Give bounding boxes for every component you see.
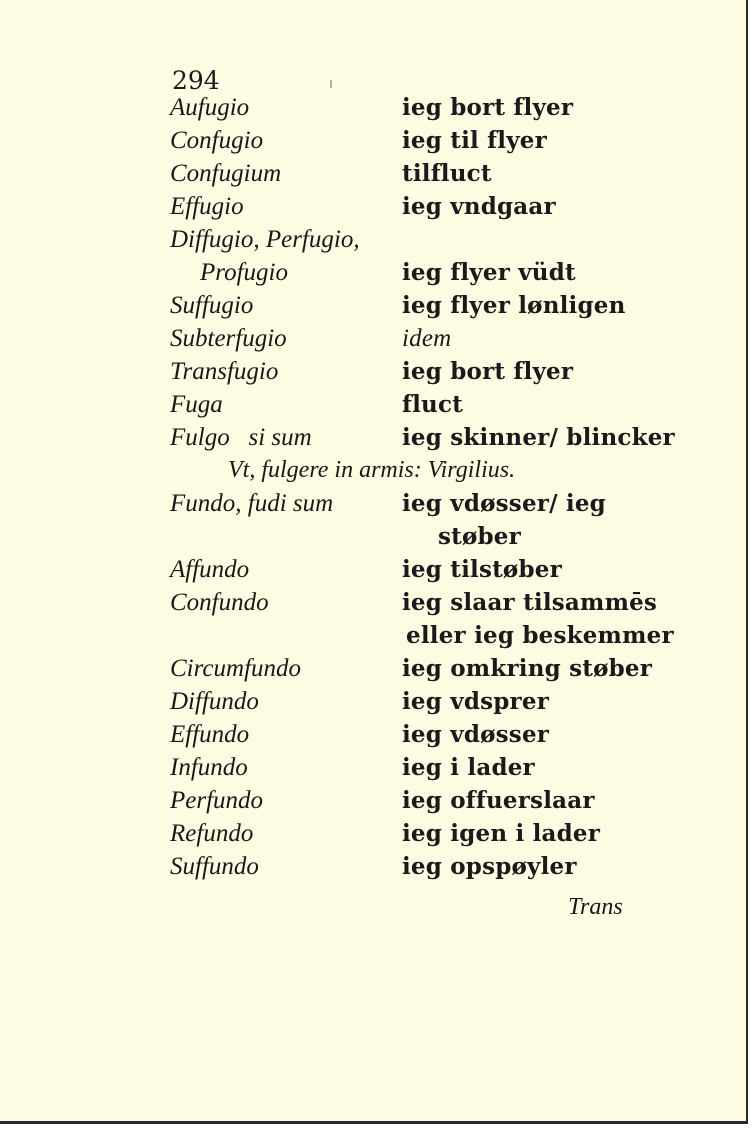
danish-translation: ieg slaar tilsammēs — [402, 589, 658, 616]
glossary-entry — [0, 224, 748, 257]
latin-term: Fulgo si sum — [170, 424, 312, 451]
glossary-entry — [0, 290, 748, 323]
latin-term: Aufugio — [170, 94, 250, 121]
print-mark — [330, 80, 332, 88]
latin-term: Perfundo — [170, 787, 264, 814]
danish-translation: ieg vdøsser — [402, 721, 550, 748]
latin-term: Suffugio — [170, 292, 254, 319]
danish-translation: ieg bort flyer — [402, 358, 574, 385]
danish-translation: ieg vdsprer — [402, 688, 550, 715]
latin-term: Infundo — [170, 754, 248, 781]
glossary-entry — [0, 851, 748, 884]
glossary-entry — [0, 125, 748, 158]
danish-translation: ieg igen i lader — [402, 820, 601, 847]
latin-term: Confundo — [170, 589, 269, 616]
latin-term: Refundo — [170, 820, 254, 847]
glossary-entry — [0, 653, 748, 686]
latin-term: Profugio — [200, 259, 288, 286]
glossary-entry — [0, 785, 748, 818]
latin-term: Transfugio — [170, 358, 279, 385]
danish-translation: ieg tilstøber — [402, 556, 562, 583]
glossary-entry — [0, 488, 748, 521]
latin-term: Circumfundo — [170, 655, 302, 682]
danish-translation: ieg til flyer — [402, 127, 547, 154]
glossary-entry — [0, 719, 748, 752]
latin-term: Diffundo — [170, 688, 259, 715]
page-number: 294 — [172, 66, 220, 95]
glossary-quote-line — [0, 455, 748, 488]
danish-translation: tilfluct — [402, 160, 492, 187]
glossary-entry — [0, 587, 748, 620]
glossary-entry-continuation — [0, 620, 748, 653]
danish-translation: ieg flyer vüdt — [402, 259, 576, 286]
danish-translation: ieg flyer lønligen — [402, 292, 626, 319]
danish-translation-continuation: eller ieg beskemmer — [406, 622, 674, 649]
glossary-entry — [0, 554, 748, 587]
latin-term: Diffugio, Perfugio, — [170, 226, 360, 253]
glossary-entry — [0, 92, 748, 125]
latin-term: Suffundo — [170, 853, 259, 880]
danish-translation: ieg skinner/ blincker — [402, 424, 675, 451]
danish-translation: ieg bort flyer — [402, 94, 574, 121]
danish-translation: idem — [402, 325, 452, 352]
latin-term: Subterfugio — [170, 325, 287, 352]
danish-translation: fluct — [402, 391, 463, 418]
danish-translation: ieg vndgaar — [402, 193, 556, 220]
danish-translation-continuation: støber — [438, 523, 521, 550]
glossary-entry — [0, 191, 748, 224]
danish-translation: ieg vdøsser/ ieg — [402, 490, 606, 517]
glossary-entry-continuation — [0, 521, 748, 554]
glossary-entry — [0, 752, 748, 785]
latin-term: Confugium — [170, 160, 282, 187]
glossary-entry — [0, 323, 748, 356]
glossary-entry — [0, 818, 748, 851]
latin-term: Effugio — [170, 193, 244, 220]
catchword: Trans — [568, 894, 623, 920]
glossary-entry — [0, 257, 748, 290]
glossary-entry — [0, 422, 748, 455]
glossary-entry — [0, 389, 748, 422]
virgil-quotation: Vt, fulgere in armis: Virgilius. — [228, 457, 516, 483]
danish-translation: ieg opspøyler — [402, 853, 577, 880]
latin-term: Fuga — [170, 391, 223, 418]
danish-translation: ieg offuerslaar — [402, 787, 595, 814]
danish-translation: ieg omkring støber — [402, 655, 653, 682]
latin-term: Affundo — [170, 556, 250, 583]
latin-term: Fundo, fudi sum — [170, 490, 334, 517]
glossary-list — [0, 92, 748, 884]
latin-term: Confugio — [170, 127, 264, 154]
latin-term: Effundo — [170, 721, 250, 748]
glossary-entry — [0, 356, 748, 389]
glossary-entry — [0, 686, 748, 719]
glossary-entry — [0, 158, 748, 191]
danish-translation: ieg i lader — [402, 754, 535, 781]
